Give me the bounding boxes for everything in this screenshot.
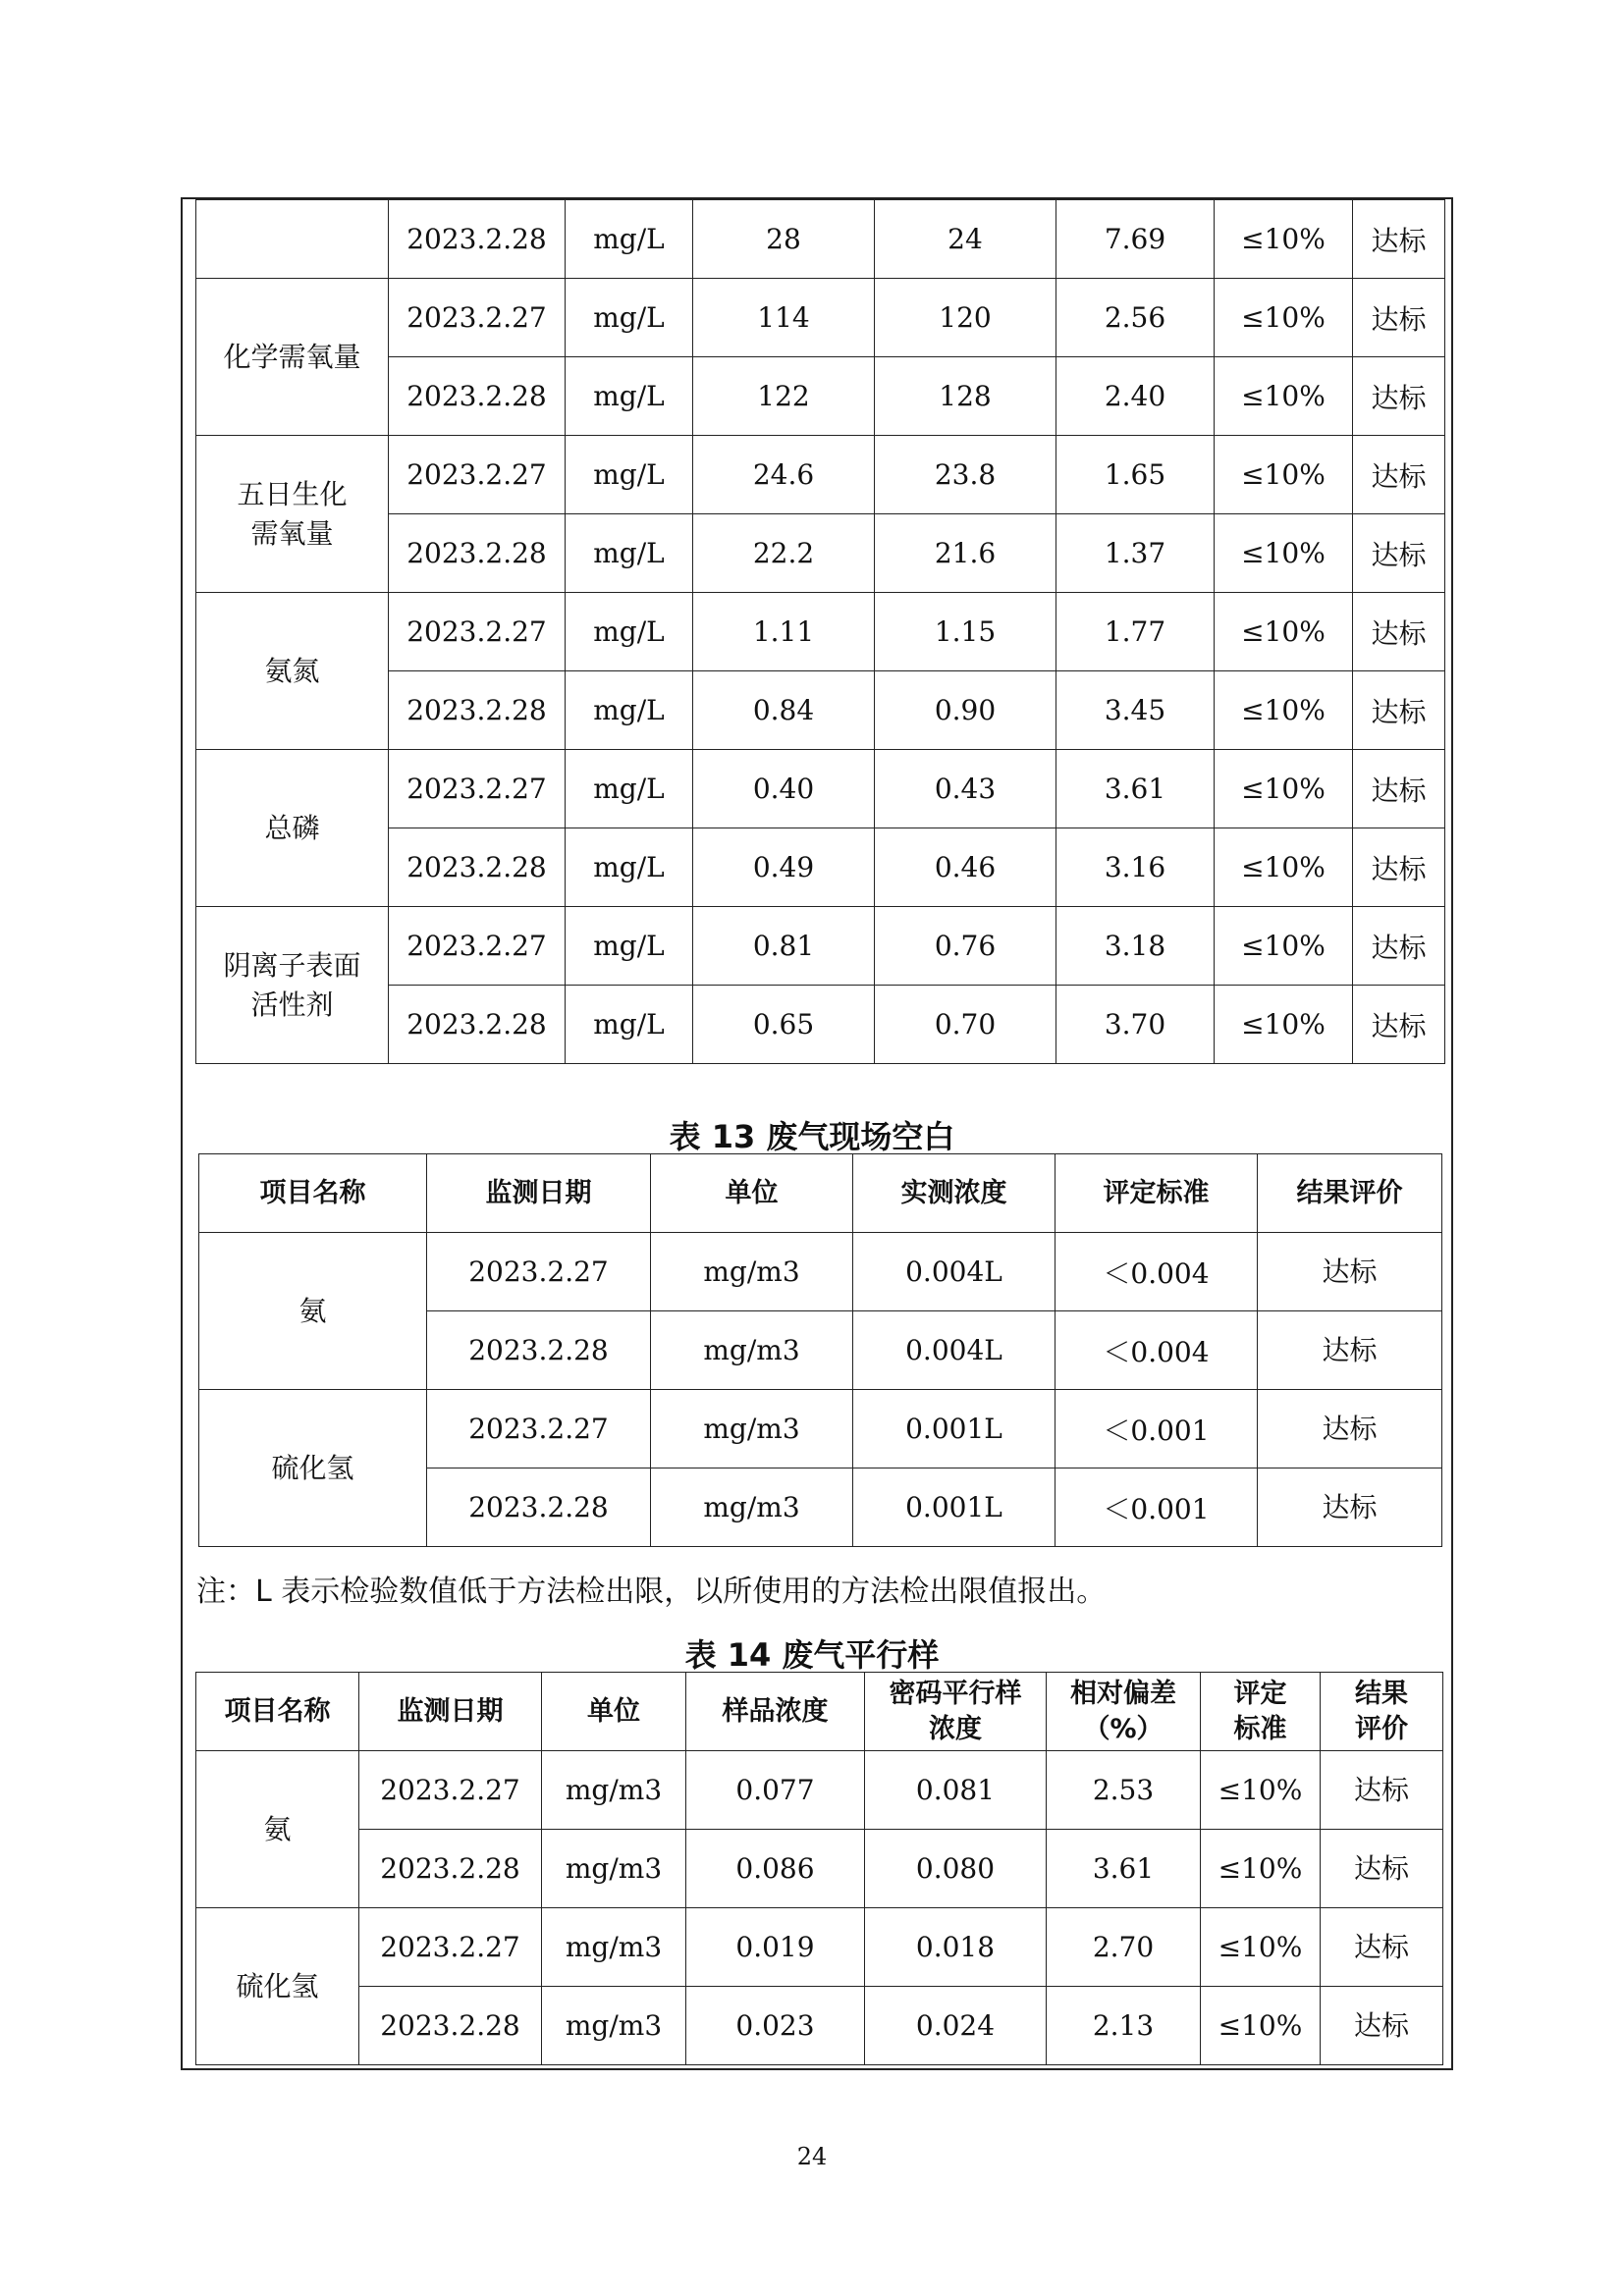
table-note: 注：L 表示检验数值低于方法检出限，以所使用的方法检出限值报出。 bbox=[196, 1575, 1107, 1609]
unit-cell: mg/L bbox=[566, 750, 693, 828]
table-row bbox=[196, 1751, 1443, 1830]
sample-value-cell: 114 bbox=[693, 279, 875, 357]
table-row bbox=[196, 1908, 1443, 1987]
relative-deviation-cell: 2.13 bbox=[1047, 1987, 1201, 2065]
result-cell: 达标 bbox=[1353, 828, 1445, 907]
header-unit: 单位 bbox=[651, 1154, 853, 1233]
header-standard: 评定标准 bbox=[1056, 1154, 1258, 1233]
item-name-cell: 化学需氧量 bbox=[196, 279, 389, 436]
table-13 bbox=[198, 1153, 1442, 1547]
parallel-conc-cell: 0.080 bbox=[865, 1830, 1047, 1908]
standard-cell: ≤10% bbox=[1215, 357, 1353, 436]
relative-deviation-cell: 2.53 bbox=[1047, 1751, 1201, 1830]
standard-cell: ＜0.001 bbox=[1056, 1390, 1258, 1468]
relative-deviation-cell: 1.77 bbox=[1056, 593, 1215, 671]
standard-cell: ＜0.004 bbox=[1056, 1311, 1258, 1390]
measured-conc-cell: 0.004L bbox=[853, 1233, 1056, 1311]
parallel-conc-cell: 0.024 bbox=[865, 1987, 1047, 2065]
table-row bbox=[196, 279, 1445, 357]
table-row bbox=[196, 593, 1445, 671]
parallel-value-cell: 0.76 bbox=[875, 907, 1056, 986]
parallel-value-cell: 24 bbox=[875, 200, 1056, 279]
sample-value-cell: 0.40 bbox=[693, 750, 875, 828]
sample-value-cell: 0.84 bbox=[693, 671, 875, 750]
sample-value-cell: 122 bbox=[693, 357, 875, 436]
standard-cell: ≤10% bbox=[1215, 279, 1353, 357]
result-cell: 达标 bbox=[1353, 514, 1445, 593]
standard-cell: ≤10% bbox=[1201, 1830, 1321, 1908]
unit-cell: mg/m3 bbox=[651, 1390, 853, 1468]
standard-cell: ≤10% bbox=[1215, 750, 1353, 828]
result-cell: 达标 bbox=[1353, 986, 1445, 1064]
result-cell: 达标 bbox=[1258, 1233, 1442, 1311]
parallel-value-cell: 128 bbox=[875, 357, 1056, 436]
standard-cell: ＜0.004 bbox=[1056, 1233, 1258, 1311]
item-name-cell: 阴离子表面 活性剂 bbox=[196, 907, 389, 1064]
standard-cell: ≤10% bbox=[1215, 986, 1353, 1064]
item-name-cell: 硫化氢 bbox=[196, 1908, 359, 2065]
header-date: 监测日期 bbox=[359, 1673, 542, 1751]
item-name-cell bbox=[196, 200, 389, 279]
relative-deviation-cell: 2.70 bbox=[1047, 1908, 1201, 1987]
unit-cell: mg/L bbox=[566, 514, 693, 593]
unit-cell: mg/L bbox=[566, 986, 693, 1064]
item-name-cell: 氨 bbox=[196, 1751, 359, 1908]
unit-cell: mg/L bbox=[566, 200, 693, 279]
date-cell: 2023.2.27 bbox=[389, 750, 566, 828]
relative-deviation-cell: 3.45 bbox=[1056, 671, 1215, 750]
standard-cell: ≤10% bbox=[1215, 671, 1353, 750]
unit-cell: mg/L bbox=[566, 279, 693, 357]
result-cell: 达标 bbox=[1321, 1987, 1443, 2065]
item-name-cell: 总磷 bbox=[196, 750, 389, 907]
measured-conc-cell: 0.001L bbox=[853, 1468, 1056, 1547]
unit-cell: mg/m3 bbox=[542, 1830, 686, 1908]
header-standard: 评定 标准 bbox=[1201, 1673, 1321, 1751]
sample-conc-cell: 0.019 bbox=[686, 1908, 865, 1987]
standard-cell: ≤10% bbox=[1215, 514, 1353, 593]
header-blind-parallel-conc: 密码平行样 浓度 bbox=[865, 1673, 1047, 1751]
standard-cell: ＜0.001 bbox=[1056, 1468, 1258, 1547]
table-14-caption: 表 14 废气平行样 bbox=[684, 1636, 940, 1674]
item-name-cell: 五日生化 需氧量 bbox=[196, 436, 389, 593]
measured-conc-cell: 0.004L bbox=[853, 1311, 1056, 1390]
standard-cell: ≤10% bbox=[1215, 200, 1353, 279]
date-cell: 2023.2.28 bbox=[389, 357, 566, 436]
relative-deviation-cell: 3.61 bbox=[1056, 750, 1215, 828]
table-row bbox=[196, 1987, 1443, 2065]
item-name-cell: 氨氮 bbox=[196, 593, 389, 750]
parallel-value-cell: 0.90 bbox=[875, 671, 1056, 750]
relative-deviation-cell: 3.70 bbox=[1056, 986, 1215, 1064]
parallel-value-cell: 21.6 bbox=[875, 514, 1056, 593]
standard-cell: ≤10% bbox=[1215, 828, 1353, 907]
result-cell: 达标 bbox=[1353, 593, 1445, 671]
header-result: 结果评价 bbox=[1258, 1154, 1442, 1233]
sample-value-cell: 0.81 bbox=[693, 907, 875, 986]
result-cell: 达标 bbox=[1353, 357, 1445, 436]
parallel-value-cell: 1.15 bbox=[875, 593, 1056, 671]
header-measured-conc: 实测浓度 bbox=[853, 1154, 1056, 1233]
item-name-cell: 氨 bbox=[199, 1233, 427, 1390]
relative-deviation-cell: 3.16 bbox=[1056, 828, 1215, 907]
date-cell: 2023.2.28 bbox=[389, 200, 566, 279]
table-header-row bbox=[196, 1673, 1443, 1751]
header-sample-conc: 样品浓度 bbox=[686, 1673, 865, 1751]
unit-cell: mg/L bbox=[566, 357, 693, 436]
page-number: 24 bbox=[796, 2143, 828, 2170]
relative-deviation-cell: 2.40 bbox=[1056, 357, 1215, 436]
sample-conc-cell: 0.023 bbox=[686, 1987, 865, 2065]
standard-cell: ≤10% bbox=[1215, 907, 1353, 986]
table-row bbox=[196, 907, 1445, 986]
relative-deviation-cell: 3.18 bbox=[1056, 907, 1215, 986]
unit-cell: mg/L bbox=[566, 828, 693, 907]
standard-cell: ≤10% bbox=[1215, 436, 1353, 514]
table-row bbox=[196, 1830, 1443, 1908]
unit-cell: mg/m3 bbox=[542, 1987, 686, 2065]
table-12-continued bbox=[195, 199, 1445, 1064]
header-relative-deviation: 相对偏差 （%） bbox=[1047, 1673, 1201, 1751]
unit-cell: mg/m3 bbox=[542, 1751, 686, 1830]
standard-cell: ≤10% bbox=[1201, 1751, 1321, 1830]
sample-conc-cell: 0.077 bbox=[686, 1751, 865, 1830]
date-cell: 2023.2.28 bbox=[389, 514, 566, 593]
sample-value-cell: 24.6 bbox=[693, 436, 875, 514]
result-cell: 达标 bbox=[1258, 1311, 1442, 1390]
relative-deviation-cell: 1.37 bbox=[1056, 514, 1215, 593]
sample-value-cell: 1.11 bbox=[693, 593, 875, 671]
unit-cell: mg/L bbox=[566, 593, 693, 671]
date-cell: 2023.2.27 bbox=[389, 279, 566, 357]
result-cell: 达标 bbox=[1353, 671, 1445, 750]
sample-value-cell: 0.65 bbox=[693, 986, 875, 1064]
standard-cell: ≤10% bbox=[1201, 1908, 1321, 1987]
parallel-value-cell: 23.8 bbox=[875, 436, 1056, 514]
table-13-caption: 表 13 废气现场空白 bbox=[669, 1118, 955, 1155]
parallel-value-cell: 120 bbox=[875, 279, 1056, 357]
sample-value-cell: 0.49 bbox=[693, 828, 875, 907]
unit-cell: mg/L bbox=[566, 436, 693, 514]
sample-conc-cell: 0.086 bbox=[686, 1830, 865, 1908]
measured-conc-cell: 0.001L bbox=[853, 1390, 1056, 1468]
date-cell: 2023.2.27 bbox=[359, 1751, 542, 1830]
parallel-value-cell: 0.43 bbox=[875, 750, 1056, 828]
relative-deviation-cell: 7.69 bbox=[1056, 200, 1215, 279]
date-cell: 2023.2.28 bbox=[389, 986, 566, 1064]
date-cell: 2023.2.28 bbox=[389, 671, 566, 750]
relative-deviation-cell: 2.56 bbox=[1056, 279, 1215, 357]
date-cell: 2023.2.27 bbox=[359, 1908, 542, 1987]
standard-cell: ≤10% bbox=[1201, 1987, 1321, 2065]
date-cell: 2023.2.27 bbox=[389, 436, 566, 514]
result-cell: 达标 bbox=[1321, 1751, 1443, 1830]
result-cell: 达标 bbox=[1353, 279, 1445, 357]
unit-cell: mg/m3 bbox=[651, 1311, 853, 1390]
sample-value-cell: 28 bbox=[693, 200, 875, 279]
result-cell: 达标 bbox=[1258, 1468, 1442, 1547]
date-cell: 2023.2.28 bbox=[427, 1311, 651, 1390]
relative-deviation-cell: 3.61 bbox=[1047, 1830, 1201, 1908]
date-cell: 2023.2.28 bbox=[427, 1468, 651, 1547]
date-cell: 2023.2.27 bbox=[389, 907, 566, 986]
standard-cell: ≤10% bbox=[1215, 593, 1353, 671]
table-row bbox=[199, 1233, 1442, 1311]
date-cell: 2023.2.28 bbox=[359, 1830, 542, 1908]
date-cell: 2023.2.27 bbox=[427, 1233, 651, 1311]
unit-cell: mg/m3 bbox=[651, 1468, 853, 1547]
header-unit: 单位 bbox=[542, 1673, 686, 1751]
header-item-name: 项目名称 bbox=[196, 1673, 359, 1751]
date-cell: 2023.2.27 bbox=[427, 1390, 651, 1468]
parallel-conc-cell: 0.081 bbox=[865, 1751, 1047, 1830]
unit-cell: mg/m3 bbox=[542, 1908, 686, 1987]
parallel-conc-cell: 0.018 bbox=[865, 1908, 1047, 1987]
table-14 bbox=[195, 1672, 1443, 2065]
table-row bbox=[196, 750, 1445, 828]
result-cell: 达标 bbox=[1353, 750, 1445, 828]
date-cell: 2023.2.27 bbox=[389, 593, 566, 671]
result-cell: 达标 bbox=[1321, 1830, 1443, 1908]
unit-cell: mg/L bbox=[566, 907, 693, 986]
result-cell: 达标 bbox=[1321, 1908, 1443, 1987]
result-cell: 达标 bbox=[1353, 436, 1445, 514]
parallel-value-cell: 0.46 bbox=[875, 828, 1056, 907]
table-row bbox=[199, 1390, 1442, 1468]
result-cell: 达标 bbox=[1353, 907, 1445, 986]
header-result: 结果 评价 bbox=[1321, 1673, 1443, 1751]
parallel-value-cell: 0.70 bbox=[875, 986, 1056, 1064]
item-name-cell: 硫化氢 bbox=[199, 1390, 427, 1547]
relative-deviation-cell: 1.65 bbox=[1056, 436, 1215, 514]
sample-value-cell: 22.2 bbox=[693, 514, 875, 593]
header-date: 监测日期 bbox=[427, 1154, 651, 1233]
result-cell: 达标 bbox=[1353, 200, 1445, 279]
table-row bbox=[196, 200, 1445, 279]
result-cell: 达标 bbox=[1258, 1390, 1442, 1468]
date-cell: 2023.2.28 bbox=[389, 828, 566, 907]
unit-cell: mg/L bbox=[566, 671, 693, 750]
header-item-name: 项目名称 bbox=[199, 1154, 427, 1233]
table-header-row bbox=[199, 1154, 1442, 1233]
table-row bbox=[196, 436, 1445, 514]
date-cell: 2023.2.28 bbox=[359, 1987, 542, 2065]
unit-cell: mg/m3 bbox=[651, 1233, 853, 1311]
